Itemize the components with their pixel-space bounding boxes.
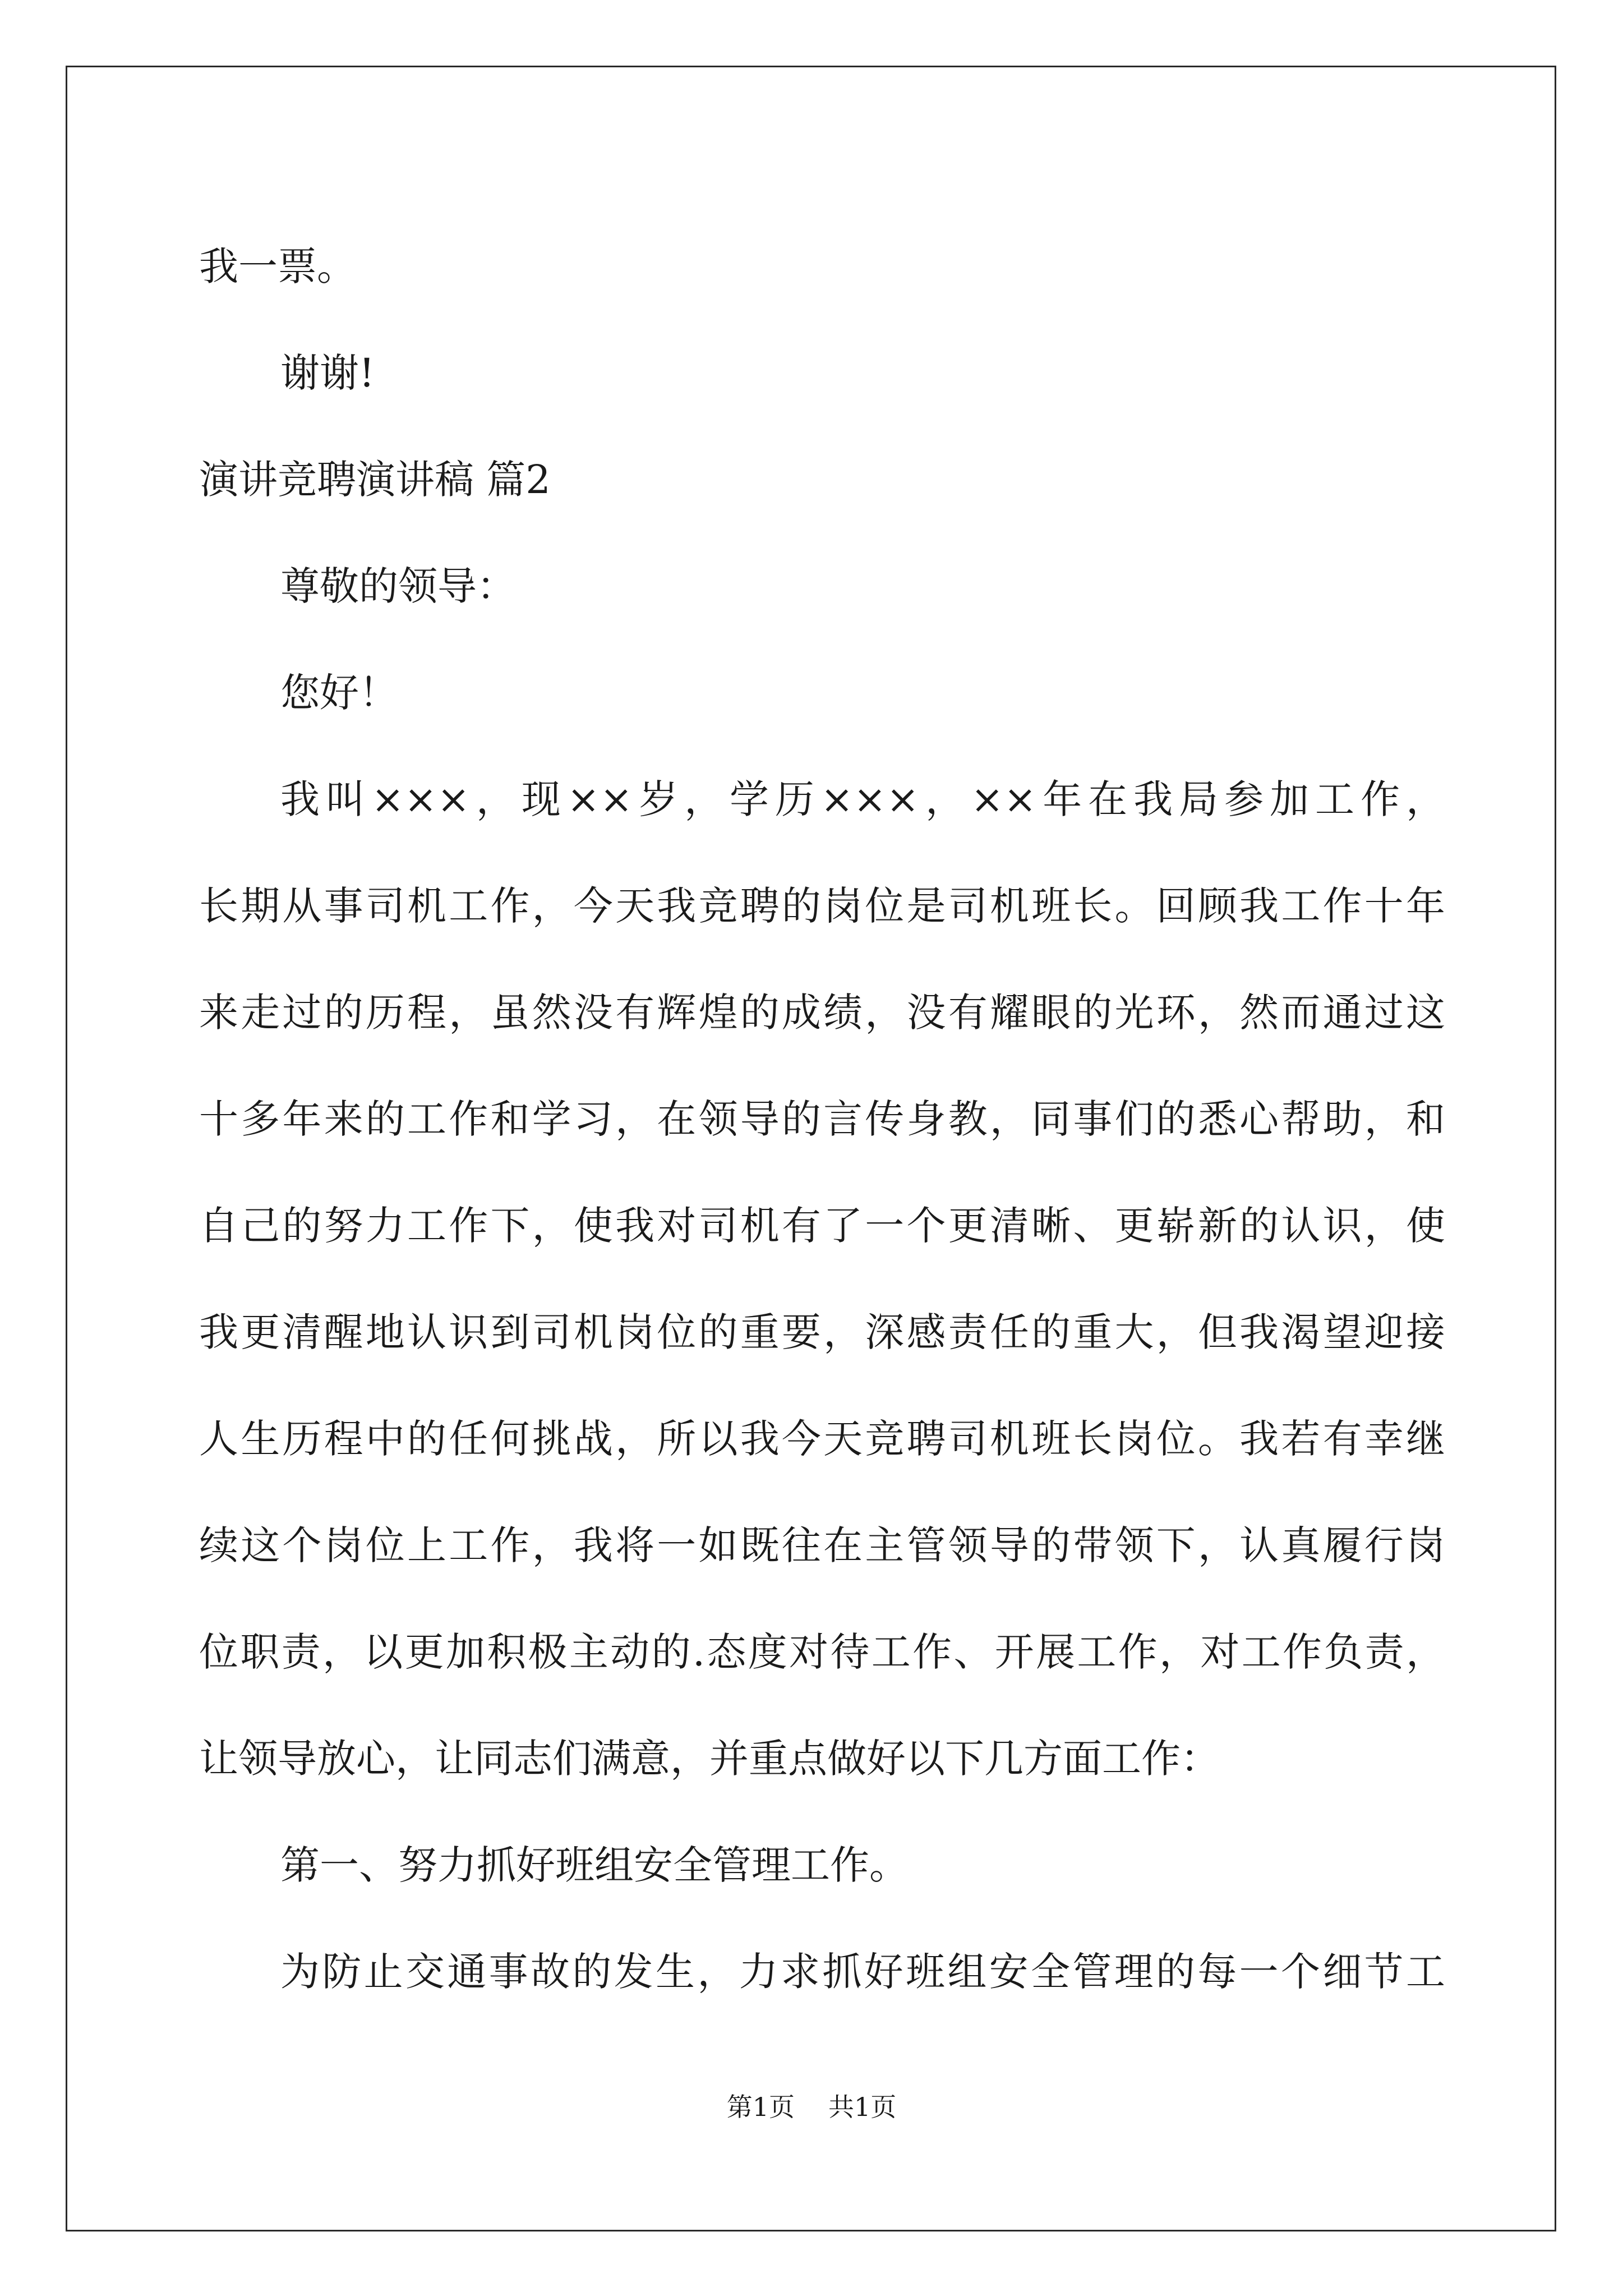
text-line: 来走过的历程，虽然没有辉煌的成绩，没有耀眼的光环，然而通过这 <box>199 990 1445 1036</box>
text-line: 位职责，以更加积极主动的.态度对待工作、开展工作，对工作负责， <box>199 1629 1445 1675</box>
text-line: 长期从事司机工作，今天我竞聘的岗位是司机班长。回顾我工作十年 <box>199 883 1445 929</box>
document-body <box>199 213 1445 2025</box>
text-line: 我更清醒地认识到司机岗位的重要，深感责任的重大，但我渴望迎接 <box>199 1309 1445 1355</box>
subheading: 第一、努力抓好班组安全管理工作。 <box>280 1842 909 1888</box>
text-line: 我一票。 <box>199 243 356 289</box>
greeting: 您好！ <box>280 670 398 716</box>
page-number: 第1页 <box>726 2092 795 2122</box>
section-heading: 演讲竞聘演讲稿 篇2 <box>199 457 551 503</box>
page-total: 共1页 <box>828 2092 897 2122</box>
page-footer <box>0 2090 1623 2124</box>
text-line: 我叫×××，现××岁，学历×××，××年在我局参加工作， <box>280 776 1445 822</box>
text-line: 让领导放心，让同志们满意，并重点做好以下几方面工作： <box>199 1736 1220 1782</box>
text-line: 为防止交通事故的发生，力求抓好班组安全管理的每一个细节工 <box>280 1949 1445 1995</box>
salutation: 尊敬的领导： <box>280 563 516 609</box>
text-line: 自己的努力工作下，使我对司机有了一个更清晰、更崭新的认识，使 <box>199 1203 1445 1249</box>
text-line: 十多年来的工作和学习，在领导的言传身教，同事们的悉心帮助，和 <box>199 1096 1445 1142</box>
text-line: 谢谢! <box>280 350 375 396</box>
text-line: 人生历程中的任何挑战，所以我今天竞聘司机班长岗位。我若有幸继 <box>199 1416 1445 1462</box>
text-line: 续这个岗位上工作，我将一如既往在主管领导的带领下，认真履行岗 <box>199 1522 1445 1568</box>
